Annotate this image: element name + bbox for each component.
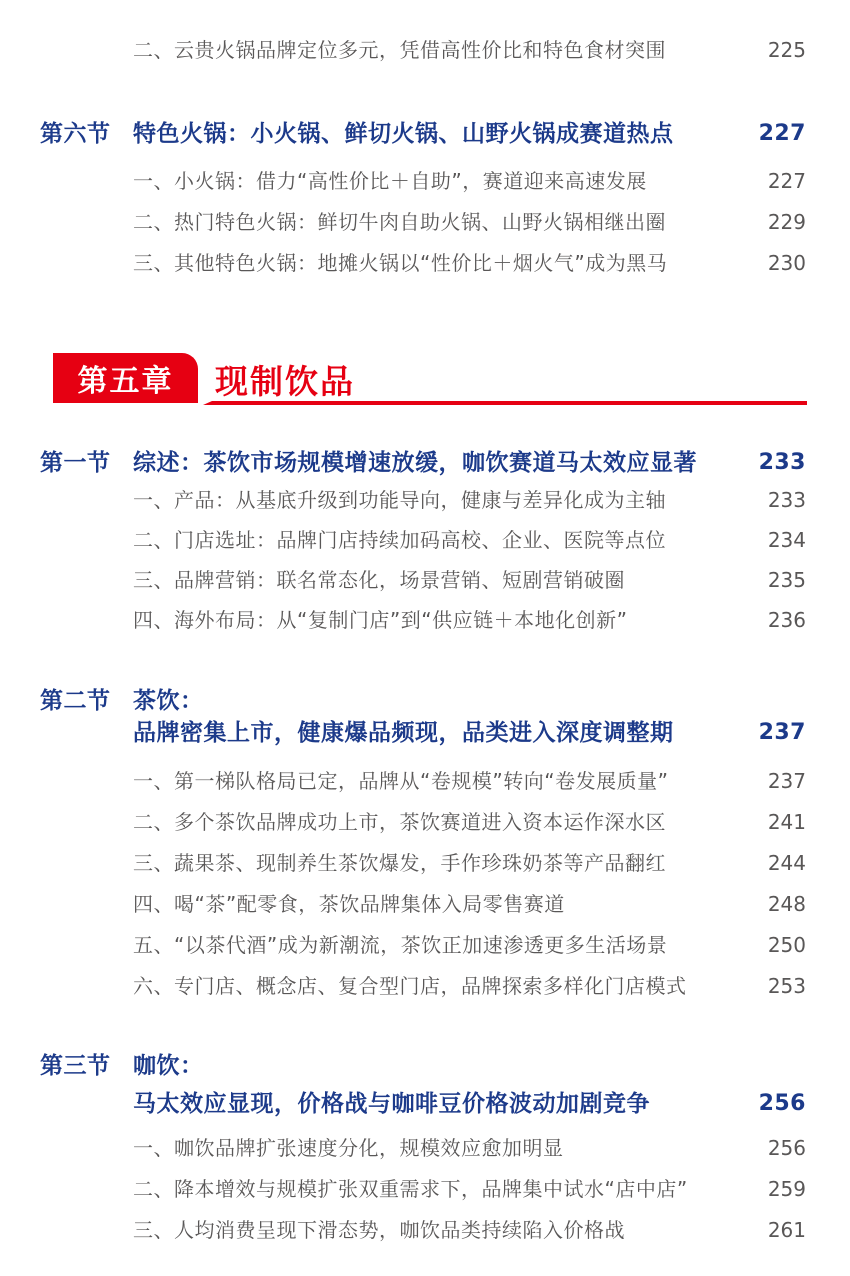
toc-entry[interactable]	[133, 974, 806, 998]
toc-entry[interactable]	[133, 568, 806, 592]
page-number: 227	[767, 169, 806, 193]
toc-entry-title: 四、喝“茶”配零食，茶饮品牌集体入局零售赛道	[133, 892, 565, 916]
toc-entry[interactable]	[133, 1177, 806, 1201]
page-number: 225	[767, 38, 806, 62]
page-number: 253	[767, 974, 806, 998]
toc-entry-title: 一、产品：从基底升级到功能导向，健康与差异化成为主轴	[133, 488, 666, 512]
toc-entry[interactable]	[133, 851, 806, 875]
toc-entry-title: 六、专门店、概念店、复合型门店，品牌探索多样化门店模式	[133, 974, 687, 998]
section-heading[interactable]	[40, 1052, 806, 1080]
toc-entry[interactable]	[133, 933, 806, 957]
section-title: 特色火锅：小火锅、鲜切火锅、山野火锅成赛道热点	[133, 121, 674, 146]
toc-entry[interactable]	[133, 769, 806, 793]
section-title: 茶饮：	[133, 688, 204, 713]
toc-entry[interactable]	[133, 169, 806, 193]
page-number: 230	[767, 251, 806, 275]
section-heading-line2[interactable]	[133, 1090, 806, 1118]
toc-entry[interactable]	[133, 38, 806, 62]
section-heading-line2[interactable]	[133, 719, 806, 747]
page-number: 259	[767, 1177, 806, 1201]
toc-entry-title: 三、其他特色火锅：地摊火锅以“性价比＋烟火气”成为黑马	[133, 251, 668, 275]
toc-entry-title: 二、多个茶饮品牌成功上市，茶饮赛道进入资本运作深水区	[133, 810, 666, 834]
toc-entry-title: 一、第一梯队格局已定，品牌从“卷规模”转向“卷发展质量”	[133, 769, 669, 793]
toc-entry[interactable]	[133, 251, 806, 275]
page-number: 235	[767, 568, 806, 592]
section-title: 品牌密集上市，健康爆品频现，品类进入深度调整期	[133, 720, 674, 745]
chapter-badge	[53, 353, 198, 403]
toc-entry-title: 二、降本增效与规模扩张双重需求下，品牌集中试水“店中店”	[133, 1177, 688, 1201]
toc-entry[interactable]	[133, 1218, 806, 1242]
toc-entry-title: 四、海外布局：从“复制门店”到“供应链＋本地化创新”	[133, 608, 628, 632]
chapter-number: 第五章	[77, 365, 174, 398]
page-number: 236	[767, 608, 806, 632]
chapter-title: 现制饮品	[215, 364, 355, 401]
toc-entry-title: 三、人均消费呈现下滑态势，咖饮品类持续陷入价格战	[133, 1218, 625, 1242]
toc-entry[interactable]	[133, 488, 806, 512]
toc-entry-title: 一、咖饮品牌扩张速度分化，规模效应愈加明显	[133, 1136, 564, 1160]
section-page-number: 227	[758, 121, 806, 146]
section-number: 第二节	[40, 688, 111, 713]
section-heading[interactable]	[40, 449, 806, 477]
toc-entry-title: 二、热门特色火锅：鲜切牛肉自助火锅、山野火锅相继出圈	[133, 210, 666, 234]
toc-entry-title: 三、品牌营销：联名常态化，场景营销、短剧营销破圈	[133, 568, 625, 592]
toc-entry-title: 二、云贵火锅品牌定位多元，凭借高性价比和特色食材突围	[133, 38, 666, 62]
page-number: 233	[767, 488, 806, 512]
section-title: 咖饮：	[133, 1053, 204, 1078]
chapter-rule	[203, 401, 807, 405]
toc-entry-title: 一、小火锅：借力“高性价比＋自助”，赛道迎来高速发展	[133, 169, 647, 193]
toc-entry-title: 二、门店选址：品牌门店持续加码高校、企业、医院等点位	[133, 528, 666, 552]
section-heading[interactable]	[40, 120, 806, 148]
page-number: 250	[767, 933, 806, 957]
page-number: 261	[767, 1218, 806, 1242]
toc-entry[interactable]	[133, 892, 806, 916]
page-number: 237	[767, 769, 806, 793]
toc-entry-title: 五、“以茶代酒”成为新潮流，茶饮正加速渗透更多生活场景	[133, 933, 668, 957]
toc-entry[interactable]	[133, 528, 806, 552]
page-number: 248	[767, 892, 806, 916]
section-page-number: 256	[758, 1091, 806, 1116]
page-number: 229	[767, 210, 806, 234]
page-number: 241	[767, 810, 806, 834]
page-number: 234	[767, 528, 806, 552]
section-number: 第一节	[40, 450, 111, 475]
section-title: 马太效应显现，价格战与咖啡豆价格波动加剧竞争	[133, 1091, 650, 1116]
page-number: 256	[767, 1136, 806, 1160]
section-title: 综述：茶饮市场规模增速放缓，咖饮赛道马太效应显著	[133, 450, 697, 475]
toc-entry-title: 三、蔬果茶、现制养生茶饮爆发，手作珍珠奶茶等产品翻红	[133, 851, 666, 875]
toc-entry[interactable]	[133, 210, 806, 234]
section-heading[interactable]	[40, 687, 806, 715]
toc-entry[interactable]	[133, 608, 806, 632]
section-page-number: 233	[758, 450, 806, 475]
toc-entry[interactable]	[133, 1136, 806, 1160]
section-number: 第六节	[40, 121, 111, 146]
page-number: 244	[767, 851, 806, 875]
toc-entry[interactable]	[133, 810, 806, 834]
section-number: 第三节	[40, 1053, 111, 1078]
section-page-number: 237	[758, 720, 806, 745]
